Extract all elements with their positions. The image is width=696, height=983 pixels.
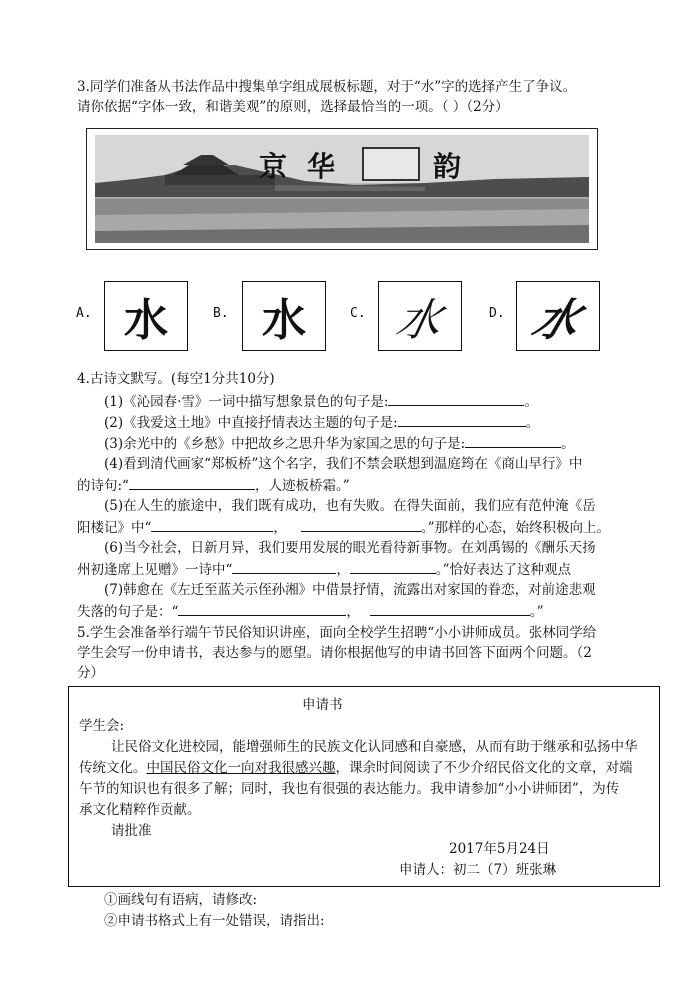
q4-title: 4.古诗文默写。(每空1分共10分) (77, 371, 275, 387)
option-d-glyph: 水 (526, 295, 587, 346)
banner-char-jing: 京 (259, 150, 290, 183)
q4-item6-line1: (6)当今社会，日新月异，我们要用发展的眼光看待新事物。在刘禹锡的《酬乐天扬 (104, 540, 596, 556)
banner-title (95, 145, 589, 185)
q4-item2-blank[interactable] (398, 412, 526, 427)
option-a-glyph: 水 (124, 295, 168, 346)
q4-item5-line1: (5)在人生的旅途中，我们既有成功，也有失败。在得失面前，我们应有范仲淹《岳 (104, 498, 596, 514)
q4-item7-line1: (7)韩愈在《左迁至蓝关示侄孙湘》中借景抒情，流露出对家国的眷恋，对前途悲观 (104, 582, 596, 598)
application-title: 申请书 (302, 697, 343, 713)
application-salutation: 学生会: (79, 718, 125, 734)
q4-item5-blank2[interactable] (301, 517, 421, 532)
q5-sub2: ②申请书格式上有一处错误，请指出: (104, 913, 325, 929)
q4-item5-blank1[interactable] (151, 517, 273, 532)
option-d-label: D. (489, 306, 505, 321)
q5-line2: 学生会写一份申请书，表达参与的愿望。请你根据他写的申请书回答下面两个问题。（2 (77, 645, 592, 661)
q4-item6-blank2[interactable] (350, 559, 436, 574)
q4-item6-line2: 州初逢席上见赠》一诗中“ ， 。”恰好表达了这种观点 (77, 559, 571, 580)
q4-item4-blank[interactable] (129, 475, 255, 490)
q5-line1: 5.学生会准备举行端午节民俗知识讲座，面向全校学生招聘“小小讲师成员。张林同学给 (77, 625, 597, 641)
application-para-line4: 承文化精粹作贡献。 (79, 802, 201, 818)
q3-line2: 请你依据“字体一致，和谐美观”的原则，选择最恰当的一项。（ ）（2分） (77, 99, 509, 115)
application-signature: 申请人：初二（7）班张琳 (399, 862, 557, 878)
q4-item5-line2: 阳楼记》中“ ， 。”那样的心态，始终积极向上。 (77, 517, 610, 538)
option-c-glyph: 水 (391, 295, 447, 346)
option-c-label: C. (350, 306, 366, 321)
underlined-sentence: 中国民俗文化一向对我很感兴趣 (146, 760, 336, 776)
application-closing: 请批准 (111, 823, 152, 839)
q4-item2: (2)《我爱这土地》中直接抒情表达主题的句子是: 。 (104, 412, 539, 433)
q5-sub1: ①画线句有语病，请修改: (104, 892, 258, 908)
q3-line1: 3.同学们准备从书法作品中搜集单字组成展板标题，对于“水”字的选择产生了争议。 (77, 79, 577, 95)
q4-item3-blank[interactable] (465, 433, 561, 448)
option-c-box[interactable] (378, 281, 462, 351)
banner-char-yun: 韵 (433, 150, 464, 183)
option-b-glyph: 水 (262, 295, 306, 346)
application-letter-box (68, 686, 660, 887)
application-para-line3: 午节的知识也有很多了解；同时，我也有很强的表达能力。我申请参加“小小讲师团”，为传 (79, 781, 620, 797)
q4-item6-blank1[interactable] (232, 559, 336, 574)
option-a-label: A. (76, 306, 92, 321)
application-para-line2: 传统文化。中国民俗文化一向对我很感兴趣，课余时间阅读了不少介绍民俗文化的文章，对端 (79, 760, 633, 776)
q4-item4-line2: 的诗句:“ ，人迹板桥霜。” (77, 475, 350, 496)
banner-char-hua: 华 (307, 150, 338, 183)
q5-line3: 分） (77, 665, 104, 681)
q4-item7-line2: 失落的句子是：“ ， 。” (77, 601, 544, 622)
option-b-box[interactable] (242, 281, 326, 351)
application-date: 2017年5月24日 (449, 841, 550, 857)
q4-item1-blank[interactable] (388, 391, 524, 406)
option-b-label: B. (213, 306, 229, 321)
option-a-box[interactable] (104, 281, 188, 351)
q4-item7-blank1[interactable] (178, 601, 346, 616)
banner-scenery-image (95, 135, 589, 243)
q4-item7-blank2[interactable] (370, 601, 530, 616)
q4-item1: (1)《沁园春·雪》一词中描写想象景色的句子是: 。 (104, 391, 538, 412)
q4-item4-line1: (4)看到清代画家“郑板桥”这个名字，我们不禁会联想到温庭筠在《商山早行》中 (104, 456, 583, 472)
application-para-line1: 让民俗文化进校园，能增强师生的民族文化认同感和自豪感，从而有助于继承和弘扬中华 (111, 739, 638, 755)
option-d-box[interactable] (516, 281, 600, 351)
q4-item3: (3)余光中的《乡愁》中把故乡之思升华为家国之思的句子是: 。 (104, 433, 575, 454)
banner-empty-slot (362, 147, 420, 181)
calligraphy-banner (86, 128, 598, 250)
